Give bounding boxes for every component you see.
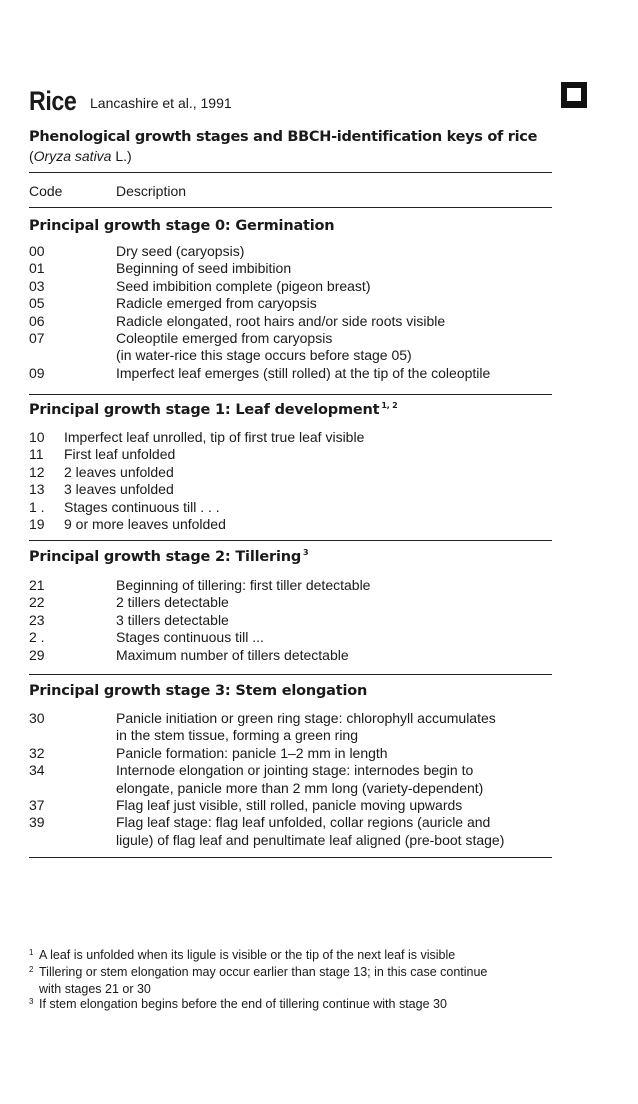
row-code: 12 <box>29 463 45 480</box>
row-code: 09 <box>29 364 45 381</box>
row-description: 2 tillers detectable <box>116 594 229 611</box>
divider <box>29 394 552 395</box>
divider <box>29 540 552 541</box>
column-header-description: Description <box>116 183 187 199</box>
footnote-text: A leaf is unfolded when its ligule is visible or the tip of the next leaf is visible <box>39 948 456 962</box>
divider <box>29 857 552 858</box>
row-code: 00 <box>29 243 45 259</box>
row-description: Seed imbibition complete (pigeon breast) <box>116 277 371 294</box>
author-citation: Lancashire et al., 1991 <box>90 95 232 111</box>
row-code: 05 <box>29 295 45 312</box>
row-description: Stages continuous till . . . <box>64 498 220 515</box>
divider <box>29 172 552 173</box>
row-description: Beginning of seed imbibition <box>116 260 292 277</box>
stage-title: Principal growth stage 0: Germination <box>29 218 335 234</box>
row-description: ligule) of flag leaf and penultimate leaf aligned (pre-boot stage) <box>116 831 505 848</box>
row-description: (in water-rice this stage occurs before stage 05) <box>116 347 412 364</box>
species-name: (Oryza sativa L.) <box>29 148 132 164</box>
row-description: Beginning of tillering: first tiller detectable <box>116 577 371 593</box>
row-description: Panicle initiation or green ring stage: chlorophyll accumulates <box>116 710 496 726</box>
row-code: 34 <box>29 762 45 779</box>
page-title: Rice <box>29 86 77 116</box>
stage-heading <box>29 549 308 565</box>
row-code: 13 <box>29 481 45 498</box>
row-description: Stages continuous till ... <box>116 629 264 646</box>
footnote-reference: 1, 2 <box>381 401 398 410</box>
row-code: 11 <box>29 446 44 463</box>
row-description: Flag leaf stage: flag leaf unfolded, collar regions (auricle and <box>116 814 491 831</box>
document-subtitle: Phenological growth stages and BBCH-identification keys of rice <box>29 129 538 145</box>
row-code: 03 <box>29 277 45 294</box>
row-code: 2 . <box>29 629 45 646</box>
row-code: 39 <box>29 814 45 831</box>
row-description: Internode elongation or jointing stage: internodes begin to <box>116 762 474 779</box>
row-description: elongate, panicle more than 2 mm long (variety-dependent) <box>116 779 484 796</box>
divider <box>29 207 552 208</box>
row-code: 06 <box>29 312 45 329</box>
row-description: Panicle formation: panicle 1–2 mm in length <box>116 744 388 761</box>
row-description: Flag leaf just visible, still rolled, panicle moving upwards <box>116 797 463 813</box>
row-description: Maximum number of tillers detectable <box>116 646 349 663</box>
footnote-number: 3 <box>29 997 34 1006</box>
footnote-text: with stages 21 or 30 <box>39 981 151 996</box>
column-header-code: Code <box>29 183 63 199</box>
footnote-number: 2 <box>29 965 34 974</box>
row-description: 3 tillers detectable <box>116 611 229 628</box>
footnote-number: 1 <box>29 948 34 957</box>
footnote-text: Tillering or stem elongation may occur earlier than stage 13; in this case continue <box>39 965 488 979</box>
row-code: 37 <box>29 797 45 813</box>
stage-heading <box>29 683 367 699</box>
row-description: Imperfect leaf unrolled, tip of first true leaf visible <box>64 429 365 445</box>
row-code: 30 <box>29 710 45 726</box>
row-description: First leaf unfolded <box>64 446 176 463</box>
row-description: Radicle emerged from caryopsis <box>116 295 317 312</box>
row-description: Coleoptile emerged from caryopsis <box>116 330 333 346</box>
row-code: 29 <box>29 646 45 663</box>
stage-title: Principal growth stage 3: Stem elongation <box>29 683 368 699</box>
footnote-reference: 3 <box>303 548 309 557</box>
row-code: 01 <box>29 260 45 277</box>
row-description: Imperfect leaf emerges (still rolled) at the tip of the coleoptile <box>116 364 491 381</box>
row-description: 2 leaves unfolded <box>64 463 174 480</box>
row-code: 19 <box>29 516 45 532</box>
stage-heading <box>29 402 398 418</box>
row-description: Radicle elongated, root hairs and/or side roots visible <box>116 312 446 329</box>
row-code: 22 <box>29 594 45 611</box>
row-description: 9 or more leaves unfolded <box>64 516 226 532</box>
row-description: 3 leaves unfolded <box>64 481 174 498</box>
row-description: in the stem tissue, forming a green ring <box>116 727 359 744</box>
stage-title: Principal growth stage 2: Tillering <box>29 549 302 565</box>
section-marker-box <box>561 82 587 108</box>
species-latin: Oryza sativa <box>33 148 112 164</box>
divider <box>29 674 552 675</box>
row-code: 07 <box>29 330 45 346</box>
row-code: 1 . <box>29 498 45 515</box>
footnote-text: If stem elongation begins before the end of tillering continue with stage 30 <box>39 997 447 1011</box>
stage-heading <box>29 218 334 234</box>
row-code: 10 <box>29 429 45 445</box>
stage-title: Principal growth stage 1: Leaf development <box>29 402 380 418</box>
row-code: 32 <box>29 744 45 761</box>
row-code: 21 <box>29 577 45 593</box>
row-code: 23 <box>29 611 45 628</box>
row-description: Dry seed (caryopsis) <box>116 243 245 259</box>
